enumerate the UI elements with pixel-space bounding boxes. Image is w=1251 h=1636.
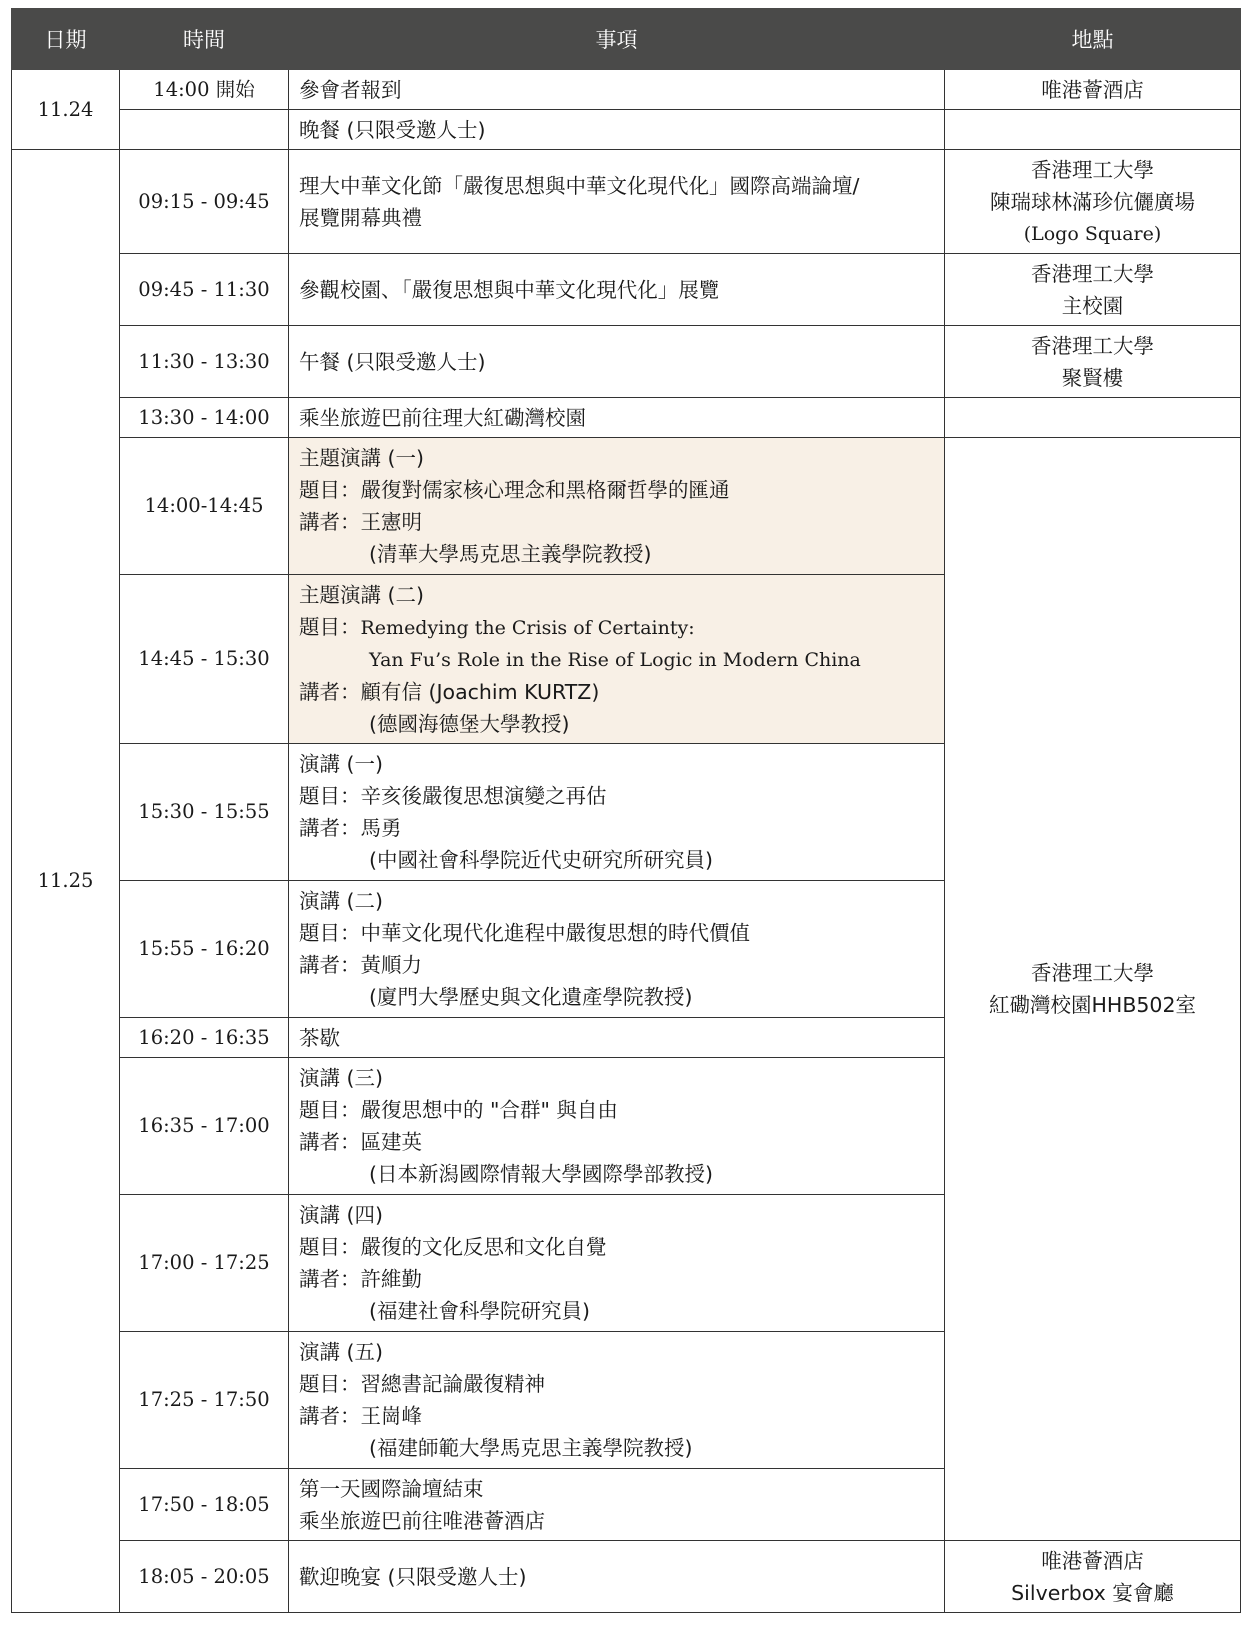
speaker-name: 王崗峰: [360, 1404, 422, 1428]
talk-speaker: [299, 676, 944, 708]
venue-cell: [945, 438, 1241, 1541]
talk-heading: 演講 (一): [299, 752, 384, 776]
event-line: 第一天國際論壇結束: [299, 1476, 484, 1501]
date-cell: 11.25: [12, 150, 120, 1613]
talk-speaker: [299, 812, 944, 844]
speaker-affiliation: (德國海德堡大學教授): [369, 711, 570, 736]
header-time: 時間: [120, 9, 289, 70]
talk-heading: 演講 (四): [299, 1203, 384, 1227]
event-cell: 午餐 (只限受邀人士): [289, 326, 945, 398]
venue-cell: [945, 110, 1241, 150]
table-row: [12, 1541, 1241, 1613]
talk-topic: [299, 917, 944, 949]
speaker-name: 區建英: [360, 1130, 422, 1154]
header-venue: 地點: [945, 9, 1241, 70]
topic-label: 題目：: [299, 1098, 361, 1122]
table-row: [12, 438, 1241, 575]
talk-topic: [299, 780, 944, 812]
time-cell: 14:45 - 15:30: [120, 575, 289, 744]
time-cell: 17:50 - 18:05: [120, 1469, 289, 1541]
topic-text: 嚴復的文化反思和文化自覺: [360, 1235, 607, 1259]
event-cell: [289, 575, 945, 744]
table-row: [12, 398, 1241, 438]
time-cell: 11:30 - 13:30: [120, 326, 289, 398]
event-cell: [289, 744, 945, 881]
topic-text: 嚴復思想中的 "合群" 與自由: [360, 1098, 618, 1122]
event-line: 展覽開幕典禮: [299, 205, 422, 230]
talk-heading: 主題演講 (一): [299, 446, 425, 470]
event-line: 乘坐旅遊巴前往唯港薈酒店: [299, 1508, 545, 1533]
schedule-table: [11, 8, 1241, 1613]
event-cell: 參會者報到: [289, 70, 945, 110]
event-cell: [289, 438, 945, 575]
talk-heading: 主題演講 (二): [299, 582, 425, 607]
event-cell: [289, 881, 945, 1018]
table-row: [12, 254, 1241, 326]
speaker-name: 顧有信 (Joachim KURTZ): [360, 679, 600, 704]
event-cell: 晚餐 (只限受邀人士): [289, 110, 945, 150]
venue-cell: [945, 254, 1241, 326]
speaker-affiliation: (清華大學馬克思主義學院教授): [369, 542, 652, 566]
venue-line: 唯港薈酒店: [1041, 1548, 1144, 1573]
speaker-name: 馬勇: [360, 816, 402, 840]
event-cell: 乘坐旅遊巴前往理大紅磡灣校園: [289, 398, 945, 438]
venue-line: Silverbox 宴會廳: [1011, 1580, 1174, 1605]
talk-topic: [299, 1368, 944, 1400]
venue-line: 香港理工大學: [1031, 961, 1154, 985]
schedule: [11, 8, 1240, 1613]
time-cell: 18:05 - 20:05: [120, 1541, 289, 1613]
speaker-affiliation: (中國社會科學院近代史研究所研究員): [369, 848, 713, 872]
speaker-name: 王憲明: [360, 510, 422, 534]
table-row: [12, 150, 1241, 254]
venue-cell: [945, 398, 1241, 438]
time-cell: 16:20 - 16:35: [120, 1018, 289, 1058]
topic-label: 題目：: [299, 1372, 361, 1396]
talk-topic: [299, 474, 944, 506]
venue-cell: [945, 326, 1241, 398]
venue-cell: [945, 150, 1241, 254]
talk-topic: [299, 1094, 944, 1126]
venue-line: 香港理工大學: [1031, 157, 1154, 182]
header-date: 日期: [12, 9, 120, 70]
topic-text: 辛亥後嚴復思想演變之再估: [360, 784, 607, 808]
time-cell: 17:25 - 17:50: [120, 1332, 289, 1469]
talk-heading: 演講 (五): [299, 1340, 384, 1364]
speaker-label: 講者：: [299, 1404, 361, 1428]
talk-topic: [299, 1231, 944, 1263]
venue-line: 聚賢樓: [1061, 365, 1124, 390]
time-cell: [120, 110, 289, 150]
speaker-label: 講者：: [299, 816, 361, 840]
event-cell: [289, 1469, 945, 1541]
topic-text: 習總書記論嚴復精神: [360, 1372, 545, 1396]
time-cell: 14:00 開始: [120, 70, 289, 110]
topic-label: 題目：: [299, 921, 361, 945]
event-cell: 參觀校園、「嚴復思想與中華文化現代化」展覽: [289, 254, 945, 326]
talk-heading: 演講 (三): [299, 1066, 384, 1090]
venue-line: 香港理工大學: [1031, 261, 1154, 286]
topic-text: Yan Fu’s Role in the Rise of Logic in Modern China: [369, 648, 861, 671]
speaker-affiliation: (福建師範大學馬克思主義學院教授): [369, 1436, 693, 1460]
topic-label: 題目：: [299, 478, 361, 502]
venue-line: 陳瑞球林滿珍伉儷廣場: [990, 189, 1195, 214]
event-cell: 歡迎晚宴 (只限受邀人士): [289, 1541, 945, 1613]
time-cell: 16:35 - 17:00: [120, 1058, 289, 1195]
topic-label: 題目：: [299, 1235, 361, 1259]
venue-line: (Logo Square): [1023, 222, 1162, 245]
talk-speaker: [299, 1263, 944, 1295]
speaker-affiliation: (日本新潟國際情報大學國際學部教授): [369, 1162, 713, 1186]
topic-text: Remedying the Crisis of Certainty:: [360, 616, 695, 639]
talk-speaker: [299, 1126, 944, 1158]
talk-speaker: [299, 949, 944, 981]
time-cell: 15:55 - 16:20: [120, 881, 289, 1018]
event-cell: 茶歇: [289, 1018, 945, 1058]
speaker-label: 講者：: [299, 679, 361, 704]
event-line: 理大中華文化節「嚴復思想與中華文化現代化」國際高端論壇/: [299, 173, 860, 198]
talk-heading: 演講 (二): [299, 889, 384, 913]
topic-label: 題目：: [299, 614, 361, 639]
speaker-label: 講者：: [299, 1130, 361, 1154]
time-cell: 09:45 - 11:30: [120, 254, 289, 326]
speaker-affiliation: (福建社會科學院研究員): [369, 1299, 590, 1323]
event-cell: [289, 1195, 945, 1332]
speaker-label: 講者：: [299, 510, 361, 534]
event-cell: [289, 1058, 945, 1195]
time-cell: 17:00 - 17:25: [120, 1195, 289, 1332]
table-row: [12, 110, 1241, 150]
header-event: 事項: [289, 9, 945, 70]
event-cell: [289, 150, 945, 254]
event-cell: [289, 1332, 945, 1469]
venue-cell: [945, 1541, 1241, 1613]
topic-label: 題目：: [299, 784, 361, 808]
topic-text: 嚴復對儒家核心理念和黑格爾哲學的匯通: [360, 478, 730, 502]
speaker-name: 許維勤: [360, 1267, 422, 1291]
speaker-label: 講者：: [299, 1267, 361, 1291]
speaker-label: 講者：: [299, 953, 361, 977]
talk-speaker: [299, 506, 944, 538]
speaker-affiliation: (廈門大學歷史與文化遺產學院教授): [369, 985, 693, 1009]
table-row: [12, 326, 1241, 398]
talk-topic: [299, 611, 944, 644]
venue-line: 主校園: [1061, 293, 1124, 318]
venue-line: 紅磡灣校園HHB502室: [988, 993, 1197, 1017]
venue-cell: 唯港薈酒店: [945, 70, 1241, 110]
topic-text: 中華文化現代化進程中嚴復思想的時代價值: [360, 921, 750, 945]
time-cell: 15:30 - 15:55: [120, 744, 289, 881]
talk-speaker: [299, 1400, 944, 1432]
date-cell: 11.24: [12, 70, 120, 150]
header-row: [12, 9, 1241, 70]
table-row: [12, 70, 1241, 110]
time-cell: 14:00-14:45: [120, 438, 289, 575]
time-cell: 09:15 - 09:45: [120, 150, 289, 254]
time-cell: 13:30 - 14:00: [120, 398, 289, 438]
venue-line: 香港理工大學: [1031, 333, 1154, 358]
speaker-name: 黃順力: [360, 953, 422, 977]
